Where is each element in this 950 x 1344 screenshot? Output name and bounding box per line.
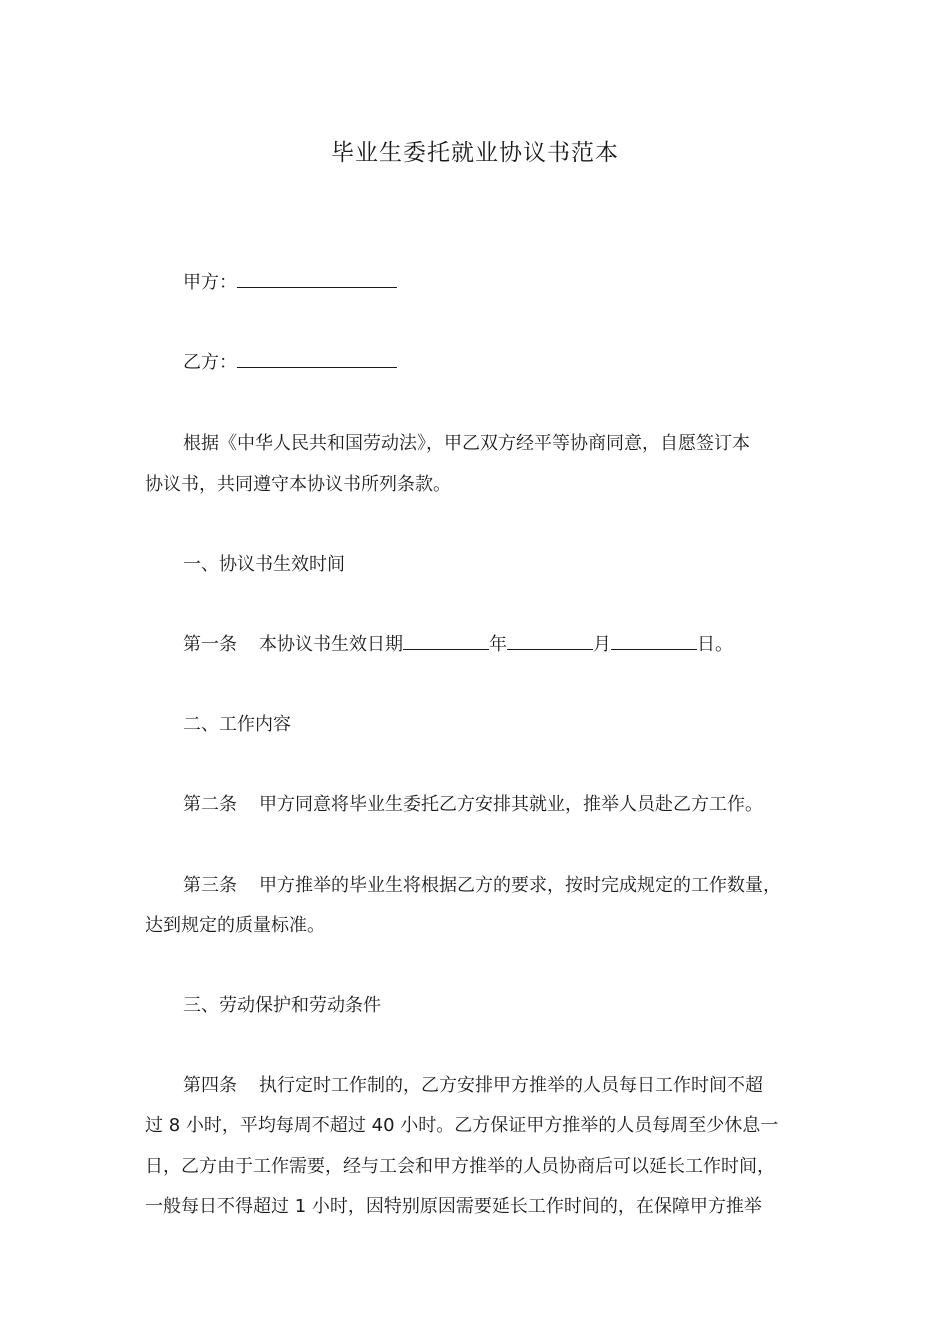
month-label: 月: [593, 634, 611, 655]
article-2-text: 甲方同意将毕业生委托乙方安排其就业，推举人员赴乙方工作。: [259, 794, 763, 815]
party-b-label: 乙方：: [183, 352, 237, 373]
section-2-heading: 二、工作内容: [183, 714, 291, 735]
section-1-heading: 一、协议书生效时间: [183, 554, 345, 575]
month-blank[interactable]: [507, 631, 593, 650]
article-4-label: 第四条: [183, 1075, 237, 1096]
party-a-line: [183, 268, 397, 294]
year-blank[interactable]: [403, 631, 489, 650]
article-3-label: 第三条: [183, 875, 237, 896]
day-blank[interactable]: [611, 631, 697, 650]
article-3-line-2: 达到规定的质量标准。: [145, 915, 325, 936]
party-a-blank[interactable]: [237, 269, 397, 288]
year-label: 年: [489, 634, 507, 655]
article-1-text: 本协议书生效日期: [259, 634, 403, 655]
party-a-label: 甲方：: [183, 272, 237, 293]
intro-line-1: 根据《中华人民共和国劳动法》，甲乙双方经平等协商同意，自愿签订本: [183, 433, 750, 454]
article-3-line-1: [183, 871, 781, 897]
article-1: [183, 630, 733, 656]
article-4-line-4: 一般每日不得超过 1 小时，因特别原因需要延长工作时间的，在保障甲方推举: [145, 1196, 762, 1217]
article-4-line-2: 过 8 小时，平均每周不超过 40 小时。乙方保证甲方推举的人员每周至少休息一: [145, 1115, 779, 1136]
party-b-blank[interactable]: [237, 349, 397, 368]
section-3-heading: 三、劳动保护和劳动条件: [183, 995, 381, 1016]
intro-line-2: 协议书，共同遵守本协议书所列条款。: [145, 474, 451, 495]
article-1-label: 第一条: [183, 634, 237, 655]
article-2-label: 第二条: [183, 794, 237, 815]
document-title: 毕业生委托就业协议书范本: [331, 140, 619, 166]
day-label: 日。: [697, 634, 733, 655]
article-2: [183, 790, 763, 816]
article-4-text-1: 执行定时工作制的，乙方安排甲方推举的人员每日工作时间不超: [259, 1075, 763, 1096]
article-3-text-1: 甲方推举的毕业生将根据乙方的要求，按时完成规定的工作数量，: [259, 875, 781, 896]
article-4-line-3: 日，乙方由于工作需要，经与工会和甲方推举的人员协商后可以延长工作时间，: [145, 1156, 775, 1177]
article-4-line-1: [183, 1071, 763, 1097]
party-b-line: [183, 348, 397, 374]
